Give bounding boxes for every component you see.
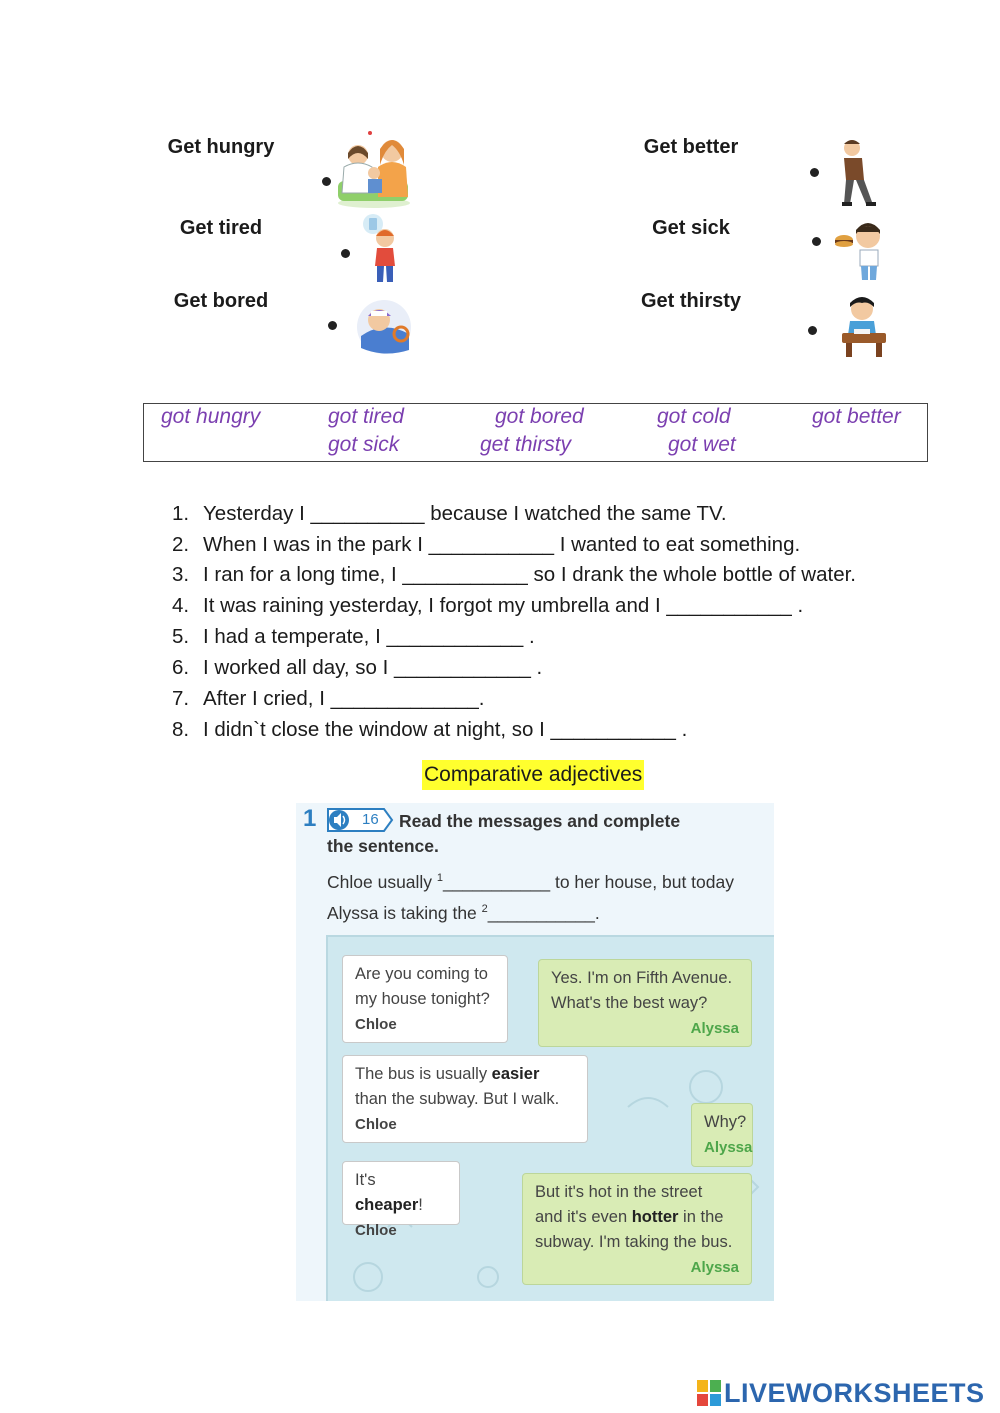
textbook-excerpt (296, 803, 774, 1301)
exercise-sentence[interactable]: I had a temperate, I ____________ . (203, 625, 535, 648)
label-get-hungry: Get hungry (167, 136, 275, 158)
exercise-item: 4. It was raining yesterday, I forgot my umbrella and I ___________ . (172, 594, 804, 617)
section-heading: Comparative adjectives (422, 760, 644, 790)
instruction-line: the sentence. (327, 836, 439, 856)
match-dot[interactable] (341, 249, 350, 258)
logo-grid-icon (697, 1380, 721, 1406)
word-bank (143, 403, 928, 462)
label-get-better: Get better (643, 136, 739, 158)
exercise-sentence[interactable]: After I cried, I _____________. (203, 687, 485, 710)
chat-bubble-alyssa: Yes. I'm on Fifth Avenue. What's the best way? Alyssa (538, 959, 752, 1047)
word-bank-item: got cold (657, 405, 731, 428)
book-sentence-line: Alyssa is taking the $^2$___________. (327, 903, 600, 923)
match-dot[interactable] (328, 321, 337, 330)
chat-bubble-chloe: Are you coming to my house tonight? Chloe (342, 955, 508, 1043)
hungry-boy-with-burger-illustration (822, 218, 888, 284)
label-get-sick: Get sick (652, 217, 730, 239)
chat-background (326, 935, 774, 1301)
chat-bubble-chloe: It's cheaper! Chloe (342, 1161, 460, 1225)
book-sentence-line: Chloe usually $^1$___________ to her house, but today (327, 872, 734, 892)
exercise-item: 1. Yesterday I __________ because I watched the same TV. (172, 502, 727, 525)
exercise-sentence[interactable]: Yesterday I __________ because I watched the same TV. (203, 502, 727, 525)
match-dot[interactable] (812, 237, 821, 246)
exercise-sentence[interactable]: When I was in the park I ___________ I wanted to eat something. (203, 533, 801, 556)
word-bank-item: got better (812, 405, 901, 428)
liveworksheets-logo (697, 1375, 985, 1411)
exercise-sentence[interactable]: I ran for a long time, I ___________ so I drank the whole bottle of water. (203, 563, 856, 586)
track-number: 16 (362, 811, 379, 828)
word-bank-item: get thirsty (480, 433, 572, 456)
chat-bubble-chloe: The bus is usually easier than the subway. But I walk. Chloe (342, 1055, 588, 1143)
exercise-item: 7. After I cried, I _____________. (172, 687, 485, 710)
word-bank-item: got hungry (161, 405, 261, 428)
word-bank-item: got bored (495, 405, 584, 428)
sick-child-in-bed-illustration (355, 296, 413, 358)
exercise-item: 8. I didn`t close the window at night, so I ___________ . (172, 718, 688, 741)
label-get-thirsty: Get thirsty (640, 290, 742, 312)
match-dot[interactable] (322, 177, 331, 186)
exercise-item: 5. I had a temperate, I ____________ . (172, 625, 535, 648)
match-dot[interactable] (808, 326, 817, 335)
exercise-item: 3. I ran for a long time, I ___________ so I drank the whole bottle of water. (172, 563, 856, 586)
chat-bubble-alyssa: Why? Alyssa (691, 1103, 753, 1167)
exercise-sentence[interactable]: It was raining yesterday, I forgot my umbrella and I ___________ . (203, 594, 804, 617)
parent-feeding-child-illustration (334, 131, 414, 209)
thirsty-boy-thinking-of-water-illustration (355, 212, 415, 287)
exercise-item: 2. When I was in the park I ___________ I wanted to eat something. (172, 533, 801, 556)
label-get-bored: Get bored (173, 290, 269, 312)
exercise-number: 1 (303, 805, 317, 832)
exercise-sentence[interactable]: I worked all day, so I ____________ . (203, 656, 543, 679)
logo-text: LIVEWORKSHEETS (724, 1377, 985, 1408)
tired-walking-man-illustration (832, 138, 880, 208)
exercise-sentence[interactable]: I didn`t close the window at night, so I ___________ . (203, 718, 688, 741)
chat-bubble-alyssa: But it's hot in the street and it's even hotter in the subway. I'm taking the bus. Alyssa (522, 1173, 752, 1285)
audio-track-icon[interactable] (326, 807, 394, 833)
word-bank-item: got wet (668, 433, 736, 456)
bored-boy-at-desk-illustration (838, 295, 890, 359)
match-dot[interactable] (810, 168, 819, 177)
word-bank-item: got sick (328, 433, 400, 456)
exercise-item: 6. I worked all day, so I ____________ . (172, 656, 543, 679)
label-get-tired: Get tired (179, 217, 263, 239)
word-bank-item: got tired (328, 405, 404, 428)
instruction-line: Read the messages and complete (399, 811, 681, 831)
